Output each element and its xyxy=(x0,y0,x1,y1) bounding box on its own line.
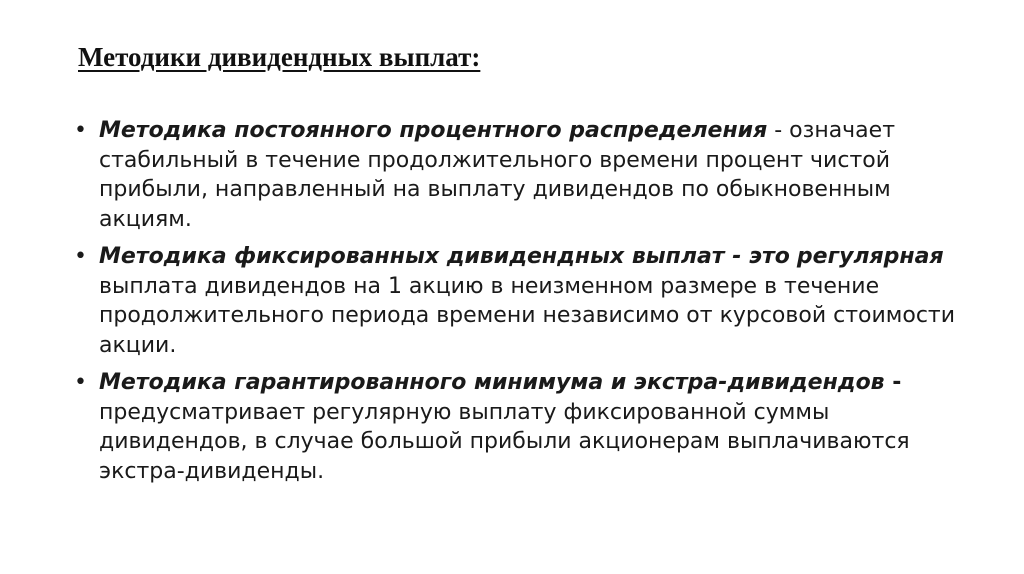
bullet-text: означает стабильный в течение продолжительного времени процент чистой прибыли, направленный на выплату дивидендов по обыкновенным акциям. xyxy=(99,118,896,232)
bullet-text: выплата дивидендов на 1 акцию в неизменном размере в течение продолжительного периода времени независимо от курсовой стоимости акции. xyxy=(99,273,956,358)
bullet-separator: - xyxy=(767,118,790,143)
bullet-term-secondary: регулярная xyxy=(796,244,944,269)
bullet-separator xyxy=(790,244,797,269)
bullet-item-guaranteed-minimum xyxy=(74,368,974,486)
bullet-term: Методика постоянного процентного распределения xyxy=(99,118,768,143)
bullet-dot-icon: • xyxy=(74,244,87,269)
bullet-dot-icon: • xyxy=(74,370,87,395)
bullet-text: предусматривает регулярную выплату фиксированной суммы дивидендов, в случае большой прибыли акционерам выплачиваются экстра-дивиденды. xyxy=(99,399,910,484)
bullet-item-fixed-dividends xyxy=(74,242,974,360)
bullet-term: Методика фиксированных дивидендных выплат - это xyxy=(99,244,790,269)
slide-title: Методики дивидендных выплат: xyxy=(78,42,481,72)
bullet-term: Методика гарантированного минимума и экстра-дивидендов xyxy=(99,370,885,395)
bullet-dot-icon: • xyxy=(74,118,87,143)
bullet-list xyxy=(74,116,974,494)
bullet-item-constant-percentage xyxy=(74,116,974,234)
bullet-separator: - xyxy=(884,370,902,395)
